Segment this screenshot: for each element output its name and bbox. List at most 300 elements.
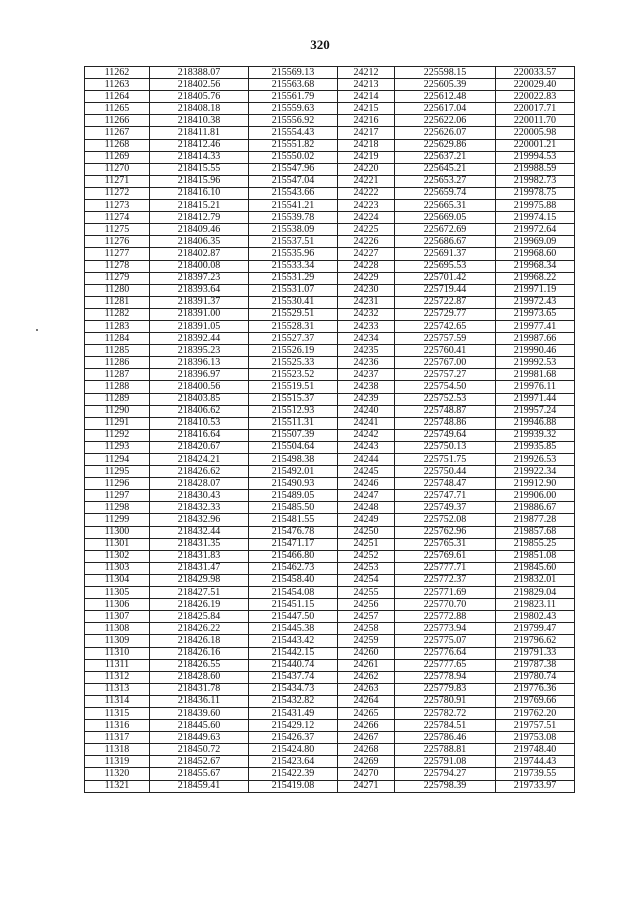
table-cell: 11289	[85, 393, 150, 405]
table-cell: 220005.98	[496, 127, 575, 139]
table-cell: 11303	[85, 562, 150, 574]
table-row	[85, 115, 575, 127]
table-cell: 225777.71	[395, 562, 496, 574]
table-row	[85, 260, 575, 272]
table-cell: 215525.33	[249, 357, 338, 369]
table-cell: 24237	[338, 369, 395, 381]
table-cell: 24248	[338, 502, 395, 514]
table-cell: 219796.62	[496, 635, 575, 647]
table-cell: 219982.73	[496, 175, 575, 187]
table-cell: 225776.64	[395, 647, 496, 659]
table-cell: 219769.66	[496, 695, 575, 707]
table-cell: 218430.43	[150, 490, 249, 502]
table-row	[85, 151, 575, 163]
table-cell: 218427.51	[150, 587, 249, 599]
table-cell: 219733.97	[496, 780, 575, 792]
table-row	[85, 587, 575, 599]
table-cell: 218391.37	[150, 296, 249, 308]
table-cell: 218415.21	[150, 200, 249, 212]
table-row	[85, 744, 575, 756]
table-cell: 219978.75	[496, 187, 575, 199]
table-cell: 215519.51	[249, 381, 338, 393]
table-cell: 11277	[85, 248, 150, 260]
table-cell: 218431.35	[150, 538, 249, 550]
table-row	[85, 683, 575, 695]
table-cell: 215556.92	[249, 115, 338, 127]
table-cell: 11302	[85, 550, 150, 562]
table-cell: 24215	[338, 103, 395, 115]
table-cell: 215462.73	[249, 562, 338, 574]
table-cell: 225742.65	[395, 320, 496, 332]
table-cell: 219757.51	[496, 720, 575, 732]
table-row	[85, 187, 575, 199]
table-cell: 219877.28	[496, 514, 575, 526]
table-cell: 218410.53	[150, 417, 249, 429]
table-cell: 225752.08	[395, 514, 496, 526]
table-cell: 219829.04	[496, 587, 575, 599]
table-row	[85, 526, 575, 538]
table-cell: 215498.38	[249, 454, 338, 466]
table-cell: 219886.67	[496, 502, 575, 514]
table-cell: 24271	[338, 780, 395, 792]
table-cell: 218395.23	[150, 345, 249, 357]
table-cell: 24263	[338, 683, 395, 695]
table-cell: 225749.37	[395, 502, 496, 514]
table-cell: 11299	[85, 514, 150, 526]
table-cell: 11311	[85, 659, 150, 671]
table-cell: 24232	[338, 308, 395, 320]
table-cell: 220029.40	[496, 79, 575, 91]
table-cell: 215530.41	[249, 296, 338, 308]
table-cell: 218426.16	[150, 647, 249, 659]
table-row	[85, 357, 575, 369]
table-cell: 218397.23	[150, 272, 249, 284]
table-row	[85, 103, 575, 115]
table-cell: 225772.37	[395, 574, 496, 586]
table-cell: 24241	[338, 417, 395, 429]
table-row	[85, 212, 575, 224]
table-cell: 219992.53	[496, 357, 575, 369]
table-cell: 24255	[338, 587, 395, 599]
table-row	[85, 502, 575, 514]
table-cell: 218396.97	[150, 369, 249, 381]
table-cell: 220017.71	[496, 103, 575, 115]
table-cell: 24253	[338, 562, 395, 574]
table-cell: 219776.36	[496, 683, 575, 695]
table-cell: 215447.50	[249, 611, 338, 623]
table-cell: 215437.74	[249, 671, 338, 683]
table-cell: 218391.00	[150, 308, 249, 320]
table-cell: 24242	[338, 429, 395, 441]
table-cell: 225637.21	[395, 151, 496, 163]
table-cell: 218408.18	[150, 103, 249, 115]
table-cell: 225757.59	[395, 333, 496, 345]
table-cell: 218452.67	[150, 756, 249, 768]
table-cell: 225686.67	[395, 236, 496, 248]
table-row	[85, 139, 575, 151]
table-cell: 218406.35	[150, 236, 249, 248]
table-row	[85, 780, 575, 792]
table-cell: 218406.62	[150, 405, 249, 417]
table-cell: 225598.15	[395, 67, 496, 79]
table-cell: 220001.21	[496, 139, 575, 151]
table-cell: 11285	[85, 345, 150, 357]
table-cell: 24264	[338, 695, 395, 707]
table-cell: 24265	[338, 707, 395, 719]
table-cell: 219994.53	[496, 151, 575, 163]
table-cell: 225794.27	[395, 768, 496, 780]
table-cell: 225629.86	[395, 139, 496, 151]
table-cell: 219748.40	[496, 744, 575, 756]
table-cell: 218420.67	[150, 441, 249, 453]
table-cell: 215481.55	[249, 514, 338, 526]
table-cell: 24268	[338, 744, 395, 756]
table-cell: 218426.18	[150, 635, 249, 647]
table-cell: 219787.38	[496, 659, 575, 671]
table-cell: 11293	[85, 441, 150, 453]
table-cell: 219823.11	[496, 599, 575, 611]
table-cell: 24219	[338, 151, 395, 163]
table-row	[85, 454, 575, 466]
table-row	[85, 369, 575, 381]
table-cell: 219744.43	[496, 756, 575, 768]
table-row	[85, 562, 575, 574]
table-row	[85, 611, 575, 623]
table-cell: 24247	[338, 490, 395, 502]
table-cell: 24217	[338, 127, 395, 139]
table-row	[85, 514, 575, 526]
table-cell: 225784.51	[395, 720, 496, 732]
table-row	[85, 466, 575, 478]
table-cell: 218416.10	[150, 187, 249, 199]
table-cell: 225767.00	[395, 357, 496, 369]
table-cell: 218412.46	[150, 139, 249, 151]
table-cell: 215531.29	[249, 272, 338, 284]
table-cell: 219851.08	[496, 550, 575, 562]
table-cell: 215432.82	[249, 695, 338, 707]
table-row	[85, 756, 575, 768]
table-cell: 218431.83	[150, 550, 249, 562]
table-row	[85, 308, 575, 320]
table-cell: 225659.74	[395, 187, 496, 199]
table-cell: 225777.65	[395, 659, 496, 671]
table-cell: 218432.44	[150, 526, 249, 538]
table-row	[85, 707, 575, 719]
table-row	[85, 538, 575, 550]
table-cell: 215490.93	[249, 478, 338, 490]
table-cell: 215537.51	[249, 236, 338, 248]
table-row	[85, 67, 575, 79]
table-cell: 11286	[85, 357, 150, 369]
table-cell: 218415.55	[150, 163, 249, 175]
table-cell: 215551.82	[249, 139, 338, 151]
table-cell: 24266	[338, 720, 395, 732]
table-cell: 11287	[85, 369, 150, 381]
table-cell: 215543.66	[249, 187, 338, 199]
table-row	[85, 720, 575, 732]
table-cell: 220011.70	[496, 115, 575, 127]
table-cell: 215563.68	[249, 79, 338, 91]
table-cell: 11298	[85, 502, 150, 514]
table-cell: 219968.34	[496, 260, 575, 272]
table-cell: 11282	[85, 308, 150, 320]
table-cell: 225612.48	[395, 91, 496, 103]
table-cell: 219969.09	[496, 236, 575, 248]
table-cell: 219935.85	[496, 441, 575, 453]
table-cell: 225782.72	[395, 707, 496, 719]
table-cell: 11306	[85, 599, 150, 611]
table-cell: 215547.04	[249, 175, 338, 187]
table-cell: 215426.37	[249, 732, 338, 744]
table-cell: 11269	[85, 151, 150, 163]
table-cell: 215511.31	[249, 417, 338, 429]
table-cell: 24234	[338, 333, 395, 345]
table-cell: 215535.96	[249, 248, 338, 260]
table-cell: 11320	[85, 768, 150, 780]
table-cell: 24250	[338, 526, 395, 538]
table-cell: 218388.07	[150, 67, 249, 79]
table-row	[85, 659, 575, 671]
table-cell: 225762.96	[395, 526, 496, 538]
table-cell: 225770.70	[395, 599, 496, 611]
table-cell: 219981.68	[496, 369, 575, 381]
table-row	[85, 79, 575, 91]
table-cell: 11295	[85, 466, 150, 478]
table-cell: 24267	[338, 732, 395, 744]
table-cell: 215451.15	[249, 599, 338, 611]
table-cell: 225749.64	[395, 429, 496, 441]
table-cell: 218411.81	[150, 127, 249, 139]
table-cell: 215458.40	[249, 574, 338, 586]
table-cell: 215492.01	[249, 466, 338, 478]
table-cell: 219845.60	[496, 562, 575, 574]
table-cell: 215504.64	[249, 441, 338, 453]
table-cell: 219762.20	[496, 707, 575, 719]
table-cell: 11314	[85, 695, 150, 707]
table-row	[85, 417, 575, 429]
table-cell: 215547.96	[249, 163, 338, 175]
table-cell: 24245	[338, 466, 395, 478]
table-cell: 225750.13	[395, 441, 496, 453]
table-cell: 218431.78	[150, 683, 249, 695]
table-cell: 225695.53	[395, 260, 496, 272]
table-cell: 24244	[338, 454, 395, 466]
table-cell: 219791.33	[496, 647, 575, 659]
table-cell: 24236	[338, 357, 395, 369]
table-cell: 11266	[85, 115, 150, 127]
table-cell: 215539.78	[249, 212, 338, 224]
table-cell: 218426.55	[150, 659, 249, 671]
table-cell: 11318	[85, 744, 150, 756]
table-cell: 225605.39	[395, 79, 496, 91]
table-cell: 218415.96	[150, 175, 249, 187]
table-cell: 11307	[85, 611, 150, 623]
table-cell: 11275	[85, 224, 150, 236]
table-row	[85, 671, 575, 683]
table-cell: 11301	[85, 538, 150, 550]
table-cell: 11267	[85, 127, 150, 139]
table-cell: 219975.88	[496, 200, 575, 212]
table-cell: 219974.15	[496, 212, 575, 224]
table-cell: 24240	[338, 405, 395, 417]
table-cell: 11321	[85, 780, 150, 792]
table-row	[85, 768, 575, 780]
table-cell: 225672.69	[395, 224, 496, 236]
table-cell: 218429.98	[150, 574, 249, 586]
table-cell: 24221	[338, 175, 395, 187]
table-row	[85, 623, 575, 635]
table-cell: 11316	[85, 720, 150, 732]
table-cell: 24220	[338, 163, 395, 175]
table-cell: 11315	[85, 707, 150, 719]
table-cell: 215485.50	[249, 502, 338, 514]
table-cell: 218414.33	[150, 151, 249, 163]
table-cell: 215507.39	[249, 429, 338, 441]
table-cell: 220022.83	[496, 91, 575, 103]
table-cell: 11265	[85, 103, 150, 115]
table-cell: 225780.91	[395, 695, 496, 707]
table-cell: 215489.05	[249, 490, 338, 502]
table-cell: 24227	[338, 248, 395, 260]
table-cell: 215454.08	[249, 587, 338, 599]
table-cell: 215515.37	[249, 393, 338, 405]
table-cell: 215466.80	[249, 550, 338, 562]
table-row	[85, 695, 575, 707]
table-cell: 11297	[85, 490, 150, 502]
table-cell: 218412.79	[150, 212, 249, 224]
table-cell: 218400.56	[150, 381, 249, 393]
table-cell: 225722.87	[395, 296, 496, 308]
table-cell: 11273	[85, 200, 150, 212]
table-row	[85, 200, 575, 212]
table-row	[85, 320, 575, 332]
table-cell: 225665.31	[395, 200, 496, 212]
table-row	[85, 599, 575, 611]
table-cell: 24262	[338, 671, 395, 683]
table-row	[85, 732, 575, 744]
table-cell: 219922.34	[496, 466, 575, 478]
table-cell: 218432.96	[150, 514, 249, 526]
table-cell: 218402.56	[150, 79, 249, 91]
table-cell: 11274	[85, 212, 150, 224]
table-cell: 215541.21	[249, 200, 338, 212]
table-cell: 11279	[85, 272, 150, 284]
table-row	[85, 635, 575, 647]
table-row	[85, 163, 575, 175]
table-cell: 215569.13	[249, 67, 338, 79]
table-cell: 24216	[338, 115, 395, 127]
table-cell: 215526.19	[249, 345, 338, 357]
table-cell: 11270	[85, 163, 150, 175]
table-cell: 11300	[85, 526, 150, 538]
table-cell: 218459.41	[150, 780, 249, 792]
table-cell: 215538.09	[249, 224, 338, 236]
table-row	[85, 490, 575, 502]
table-cell: 219753.08	[496, 732, 575, 744]
table-cell: 219802.43	[496, 611, 575, 623]
table-row	[85, 127, 575, 139]
table-row	[85, 296, 575, 308]
table-cell: 225775.07	[395, 635, 496, 647]
table-cell: 11288	[85, 381, 150, 393]
table-cell: 215445.38	[249, 623, 338, 635]
table-cell: 218396.13	[150, 357, 249, 369]
table-cell: 24213	[338, 79, 395, 91]
table-cell: 219990.46	[496, 345, 575, 357]
table-cell: 11283	[85, 320, 150, 332]
table-cell: 225747.71	[395, 490, 496, 502]
table-cell: 24238	[338, 381, 395, 393]
table-row	[85, 429, 575, 441]
table-cell: 219855.25	[496, 538, 575, 550]
table-cell: 225653.27	[395, 175, 496, 187]
table-cell: 219972.64	[496, 224, 575, 236]
table-cell: 24225	[338, 224, 395, 236]
table-cell: 225757.27	[395, 369, 496, 381]
table-cell: 219946.88	[496, 417, 575, 429]
table-cell: 219971.44	[496, 393, 575, 405]
table-cell: 24252	[338, 550, 395, 562]
table-cell: 225791.08	[395, 756, 496, 768]
table-cell: 215559.63	[249, 103, 338, 115]
table-cell: 218405.76	[150, 91, 249, 103]
table-row	[85, 393, 575, 405]
table-cell: 215419.08	[249, 780, 338, 792]
table-cell: 11272	[85, 187, 150, 199]
table-cell: 225750.44	[395, 466, 496, 478]
table-cell: 11294	[85, 454, 150, 466]
table-cell: 218445.60	[150, 720, 249, 732]
table-cell: 11317	[85, 732, 150, 744]
table-cell: 215422.39	[249, 768, 338, 780]
table-cell: 215533.34	[249, 260, 338, 272]
table-cell: 11280	[85, 284, 150, 296]
table-cell: 215429.12	[249, 720, 338, 732]
table-row	[85, 441, 575, 453]
coordinate-table	[84, 66, 575, 793]
table-cell: 225772.88	[395, 611, 496, 623]
table-cell: 24259	[338, 635, 395, 647]
table-cell: 24251	[338, 538, 395, 550]
table-cell: 225691.37	[395, 248, 496, 260]
table-cell: 215529.51	[249, 308, 338, 320]
table-cell: 218439.60	[150, 707, 249, 719]
table-cell: 215434.73	[249, 683, 338, 695]
table-cell: 219968.60	[496, 248, 575, 260]
table-cell: 215443.42	[249, 635, 338, 647]
table-cell: 11290	[85, 405, 150, 417]
table-cell: 218428.60	[150, 671, 249, 683]
table-cell: 24258	[338, 623, 395, 635]
table-cell: 218426.22	[150, 623, 249, 635]
table-cell: 219971.19	[496, 284, 575, 296]
table-cell: 24224	[338, 212, 395, 224]
table-row	[85, 574, 575, 586]
table-cell: 11305	[85, 587, 150, 599]
table-row	[85, 478, 575, 490]
table-cell: 218403.85	[150, 393, 249, 405]
table-cell: 225773.94	[395, 623, 496, 635]
table-cell: 225626.07	[395, 127, 496, 139]
table-cell: 11292	[85, 429, 150, 441]
table-cell: 218425.84	[150, 611, 249, 623]
table-cell: 24269	[338, 756, 395, 768]
table-cell: 218436.11	[150, 695, 249, 707]
table-row	[85, 647, 575, 659]
table-cell: 218426.62	[150, 466, 249, 478]
table-cell: 11313	[85, 683, 150, 695]
table-cell: 11268	[85, 139, 150, 151]
